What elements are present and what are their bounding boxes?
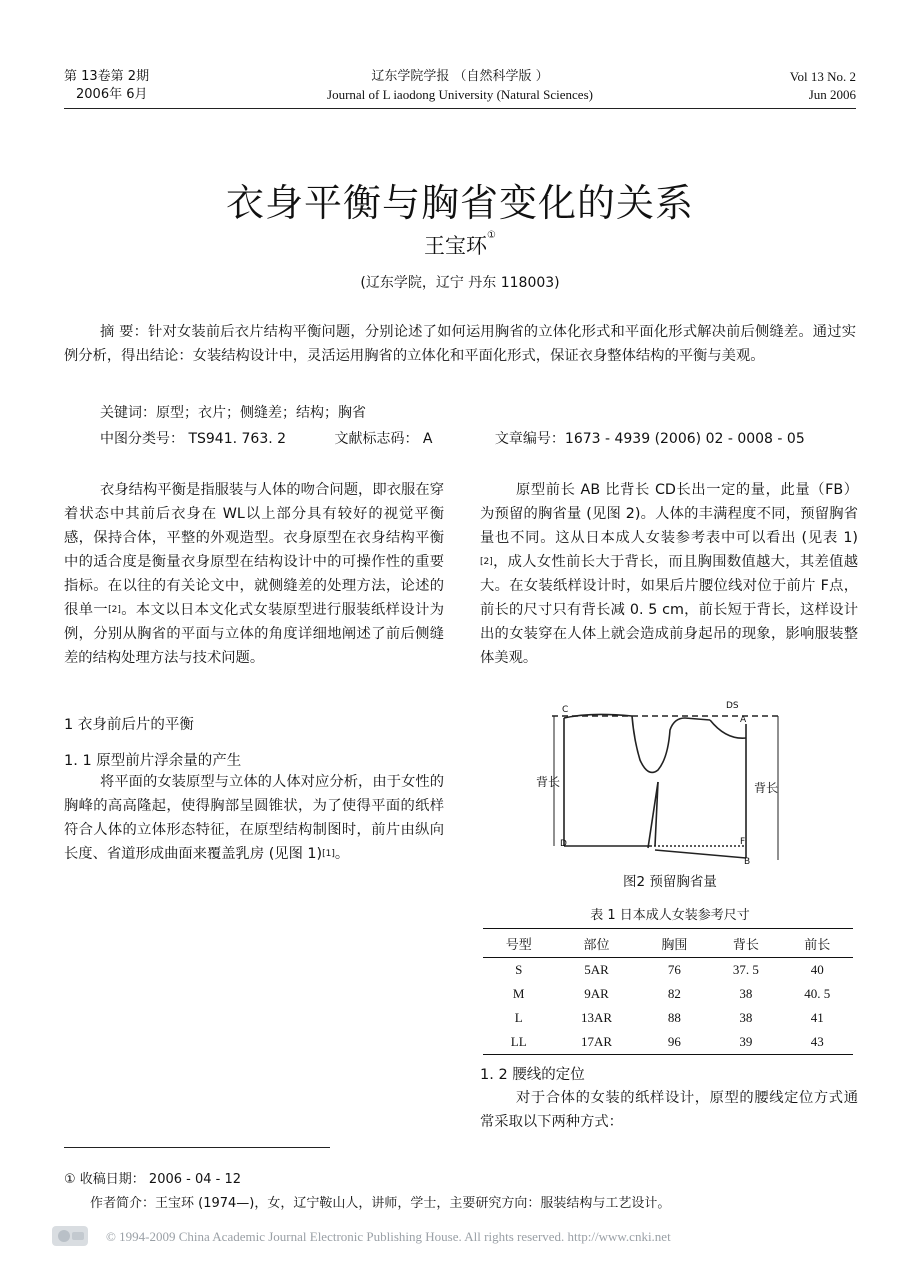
table-cell: S [515,962,523,977]
citation-ref: [2] [108,605,121,615]
table-cell: 40 [810,962,824,977]
front-length-label: 背长 [754,781,779,795]
figure-2-caption: 图2 预留胸省量 [623,874,717,890]
table-row [483,1006,853,1030]
table-cell: 76 [667,962,681,977]
section-1-2-paragraph [480,1086,858,1134]
clc-number: 中图分类号： TS941. 763. 2 [100,431,287,447]
table-row [483,982,853,1006]
right-text-b: ，成人女性前长大于背长，而且胸围数值越大，其差值越大。在女装纸样设计时，如果后片腰位线对位于前片 F点，前长的尺寸只有背长减 0. 5 cm，前长短于背长，这样设计出的女装穿在人体上就会造成前身起吊的现象，影响服装整体美观。 [480,554,858,666]
right-text-a: 原型前长 AB 比背长 CD长出一定的量，此量（FB）为预留的胸省量 (见图 2)。人体的丰满程度不同，预留胸省量也不同。这从日本成人女装参考表中可以看出 (见表 1) [480,482,858,546]
table-row [483,958,853,983]
volume-en: Vol 13 No. 2 [789,69,856,84]
table-cell: 17AR [554,1030,638,1055]
abstract: 摘 要：针对女装前后衣片结构平衡问题，分别论述了如何运用胸省的立体化形式和平面化形式解决前后侧缝差。通过实例分析，得出结论：女装结构设计中，灵活运用胸省的立体化和平面化形式，保证衣身整体结构的平衡与美观。 [64,324,856,364]
table-cell: M [512,986,525,1001]
keywords: 关键词：原型；衣片；侧缝差；结构；胸省 [100,405,366,421]
intro-text-b: 。本文以日本文化式女装原型进行服装纸样设计为例，分别从胸省的平面与立体的角度详细地阐述了前后侧缝差的结构处理方法与技术问题。 [64,602,445,666]
table-cell: 5AR [584,962,609,977]
journal-name-en: Journal of L iaodong University (Natural Sciences) [327,87,593,102]
footnote-received-date: ① 收稿日期： 2006 - 04 - 12 [64,1172,241,1187]
point-f-label: F [740,837,746,847]
table-cell: 39 [710,1030,781,1055]
figure-2-diagram [536,700,790,867]
point-b-label: B [744,857,751,867]
table-cell: 43 [782,1030,853,1055]
section-heading-1: 1 衣身前后片的平衡 [64,717,194,733]
column-header: 胸围 [639,929,710,958]
column-header: 前长 [782,929,853,958]
copyright-notice: © 1994-2009 China Academic Journal Electronic Publishing House. All rights reserved. http://www.cnki.net [106,1229,671,1244]
table-cell: 37. 5 [732,962,759,977]
table-cell: 82 [667,986,681,1001]
author-line [0,230,920,260]
journal-name [0,68,920,104]
footnote-author-bio: 作者简介：王宝环 (1974—)，女，辽宁鞍山人，讲师，学士，主要研究方向：服装结构与工艺设计。 [90,1196,671,1211]
table-1-caption: 表 1 日本成人女装参考尺寸 [590,908,750,923]
citation-ref: [2] [480,557,493,567]
section-1-1-text-a: 将平面的女装原型与立体的人体对应分析，由于女性的胸峰的高高隆起，使得胸部呈圆锥状，为了使得平面的纸样符合人体的立体形态特征，在原型结构制图时，前片由纵向长度、省道形成曲面来覆盖乳房 (见图 1) [64,774,444,862]
table-cell: 38 [739,1010,753,1025]
document-code: 文献标志码： A [334,431,433,447]
back-length-label: 背长 [536,775,561,789]
table-header-row [483,929,853,958]
affiliation: (辽东学院，辽宁 丹东 118003) [360,275,560,291]
header-rule [64,108,856,109]
intro-text-a: 衣身结构平衡是指服装与人体的吻合问题，即衣服在穿着状态中其前后衣身在 WL以上部分具有较好的视觉平衡感，保持合体，平整的外观造型。衣身原型在衣身结构平衡中的适合度是衡量衣身原型在结构设计中的可操作性的重要指标。在以往的有关论文中，就侧缝差的处理方法，论述的很单一 [64,482,444,618]
point-c-label: C [562,705,569,715]
armhole-curve [632,716,685,772]
table-cell: 96 [639,1030,710,1055]
table-cell: 40. 5 [804,986,831,1001]
table-1 [483,928,853,1055]
footnote-rule [64,1147,330,1148]
article-number: 文章编号：1673 - 4939 (2006) 02 - 0008 - 05 [494,431,805,447]
front-waist-line [655,850,746,858]
table-cell: LL [483,1030,554,1055]
section-1-1-text-b: 。 [334,846,350,862]
paper-title: 衣身平衡与胸省变化的关系 [225,181,694,225]
classification-line [100,428,805,448]
volume-cn: 第 13卷第 2期 [64,69,150,84]
table-cell: 13AR [581,1010,613,1025]
section-1-2-text: 对于合体的女装的纸样设计，原型的腰线定位方式通常采取以下两种方式： [480,1090,858,1130]
intro-paragraph [64,478,444,670]
column-header: 部位 [554,929,638,958]
right-paragraph [480,478,858,670]
author-footnote-mark: ① [487,230,496,241]
point-d-label: D [560,839,567,849]
cnki-logo-icon [50,1222,90,1250]
date-en: Jun 2006 [808,87,856,102]
section-1-1-paragraph [64,770,444,866]
table-cell: 9AR [584,986,609,1001]
author-name: 王宝环 [424,234,488,258]
issue-info-en [790,68,856,104]
table-cell: L [514,1010,523,1025]
date-cn: 2006年 6月 [76,87,148,102]
section-heading-1-2: 1. 2 腰线的定位 [480,1067,585,1083]
point-ds-label: DS [726,701,739,711]
point-a-label: A [740,715,747,725]
citation-ref: [1] [322,849,335,859]
table-cell: 41 [810,1010,824,1025]
front-shoulder-line [685,718,710,720]
section-heading-1-1: 1. 1 原型前片浮余量的产生 [64,753,242,769]
column-header: 号型 [483,929,554,958]
journal-name-cn: 辽东学院学报 （自然科学版 ） [371,69,549,84]
table-cell: 88 [667,1010,681,1025]
table-row [483,1030,853,1055]
column-header: 背长 [710,929,781,958]
table-cell: 38 [739,986,753,1001]
